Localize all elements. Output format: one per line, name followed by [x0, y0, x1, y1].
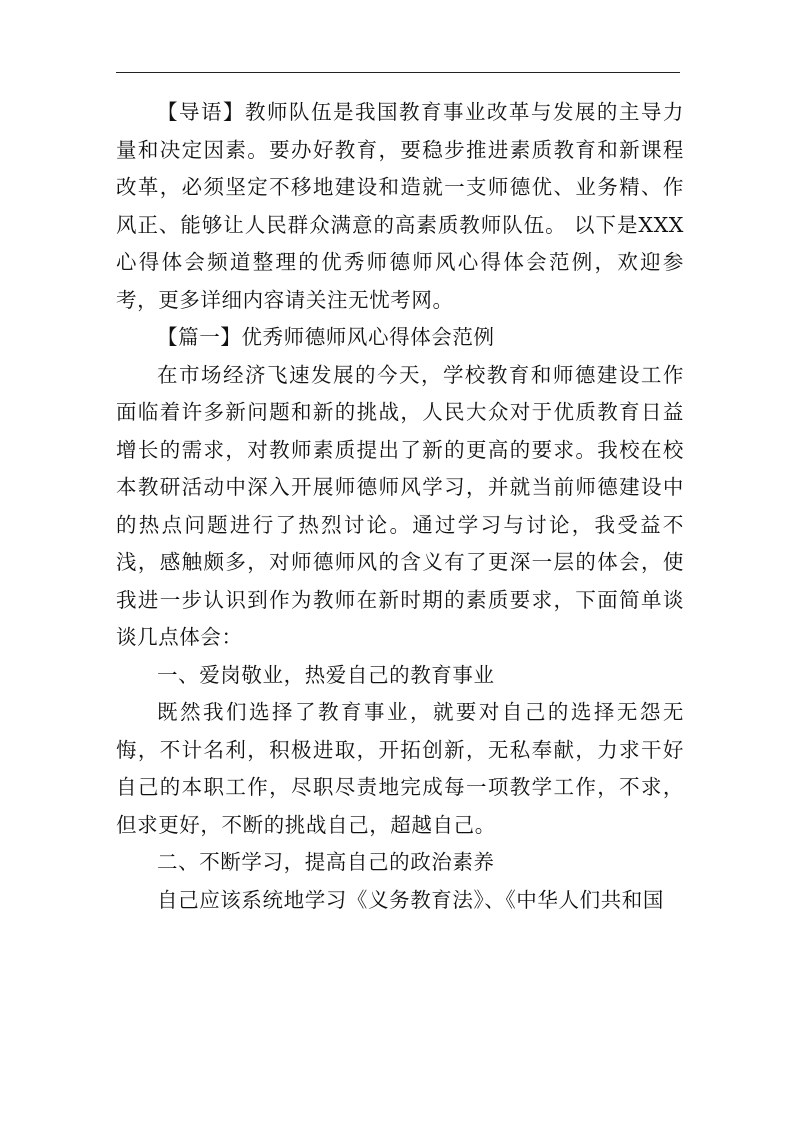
document-body [116, 94, 684, 919]
body-paragraph-2: 既然我们选择了教育事业，就要对自己的选择无怨无悔，不计名利，积极进取，开拓创新，无私奉献，力求干好自己的本职工作，尽职尽责地完成每一项教学工作，不求，但求更好，不断的挑战自己，超越自己。 [116, 700, 684, 837]
header-rule [116, 72, 680, 73]
intro-paragraph: 【导语】教师队伍是我国教育事业改革与发展的主导力量和决定因素。要办好教育，要稳步推进素质教育和新课程改革，必须坚定不移地建设和造就一支师德优、业务精、作风正、能够让人民群众满意的高素质教师队伍。 以下是XXX心得体会频道整理的优秀师德师风心得体会范例，欢迎参考，更多详细内容请关注无忧考网。 [116, 100, 684, 312]
body-paragraph-3: 自己应该系统地学习《义务教育法》、《中华人们共和国 [157, 887, 664, 912]
section-2-heading: 二、不断学习，提高自己的政治素养 [157, 850, 495, 874]
chapter-title: 【篇一】优秀师德师风心得体会范例 [157, 325, 495, 349]
body-paragraph-1: 在市场经济飞速发展的今天，学校教育和师德建设工作面临着许多新问题和新的挑战，人民大众对于优质教育日益增长的需求，对教师素质提出了新的更高的要求。我校在校本教研活动中深入开展师德师风学习，并就当前师德建设中的热点问题进行了热烈讨论。通过学习与讨论，我受益不浅，感触颇多，对师德师风的含义有了更深一层的体会，使我进一步认识到作为教师在新时期的素质要求，下面简单谈谈几点体会： [116, 362, 684, 649]
section-1-heading: 一、爱岗敬业，热爱自己的教育事业 [157, 662, 495, 687]
